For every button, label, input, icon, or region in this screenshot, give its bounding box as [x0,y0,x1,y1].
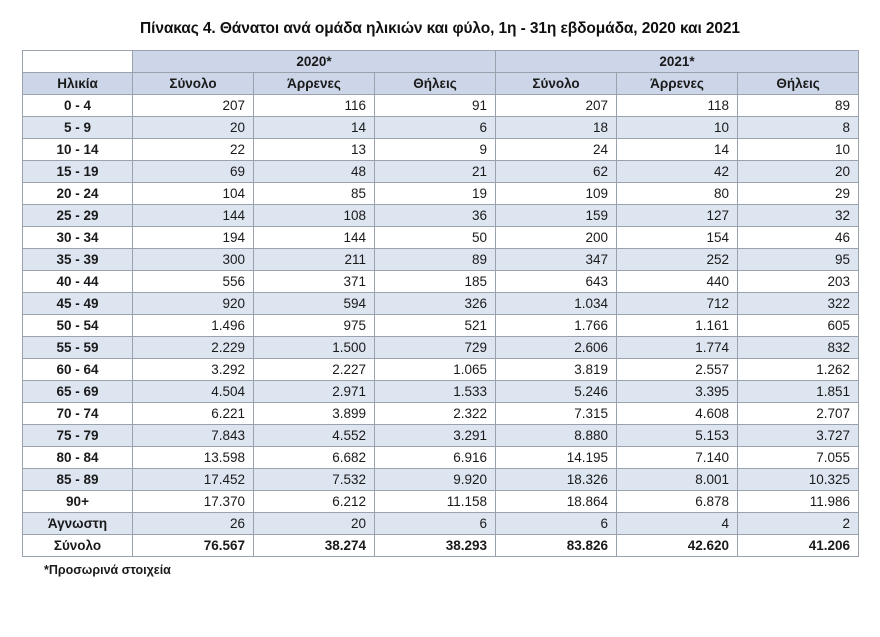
row-value: 6.212 [254,491,375,513]
footnote: *Προσωρινά στοιχεία [44,563,171,577]
row-value: 371 [254,271,375,293]
row-value: 17.452 [133,469,254,491]
row-value: 6.878 [617,491,738,513]
row-value: 1.065 [375,359,496,381]
table-row [23,183,859,205]
row-value: 6 [496,513,617,535]
row-value: 10 [738,139,859,161]
row-value: 42 [617,161,738,183]
row-value: 144 [133,205,254,227]
row-value: 2.606 [496,337,617,359]
row-value: 6.682 [254,447,375,469]
row-value: 4 [617,513,738,535]
row-value: 712 [617,293,738,315]
row-value: 3.727 [738,425,859,447]
row-value: 17.370 [133,491,254,513]
row-value: 10 [617,117,738,139]
row-value: 42.620 [617,535,738,557]
row-age-label: 55 - 59 [23,337,133,359]
row-value: 4.504 [133,381,254,403]
row-value: 24 [496,139,617,161]
table-row [23,535,859,557]
row-value: 18.864 [496,491,617,513]
row-value: 2.229 [133,337,254,359]
row-age-label: 80 - 84 [23,447,133,469]
row-value: 89 [375,249,496,271]
row-value: 322 [738,293,859,315]
row-value: 36 [375,205,496,227]
row-value: 194 [133,227,254,249]
row-value: 1.262 [738,359,859,381]
table-row [23,447,859,469]
row-value: 48 [254,161,375,183]
deaths-by-age-and-sex-table [22,50,859,557]
row-value: 69 [133,161,254,183]
table-title: Πίνακας 4. Θάνατοι ανά ομάδα ηλικιών και φύλο, 1η - 31η εβδομάδα, 2020 και 2021 [140,20,740,37]
row-value: 11.158 [375,491,496,513]
row-value: 32 [738,205,859,227]
row-age-label: Άγνωστη [23,513,133,535]
row-value: 3.292 [133,359,254,381]
table-row [23,513,859,535]
row-value: 116 [254,95,375,117]
row-value: 80 [617,183,738,205]
row-value: 5.153 [617,425,738,447]
row-age-label: 10 - 14 [23,139,133,161]
row-value: 127 [617,205,738,227]
row-value: 38.274 [254,535,375,557]
row-value: 2.707 [738,403,859,425]
row-value: 118 [617,95,738,117]
row-value: 14 [617,139,738,161]
row-value: 29 [738,183,859,205]
row-value: 18 [496,117,617,139]
table-head [23,51,859,95]
column-header-age: Ηλικία [23,73,133,95]
row-value: 2.322 [375,403,496,425]
row-value: 643 [496,271,617,293]
table-row [23,359,859,381]
row-value: 108 [254,205,375,227]
row-age-label: 90+ [23,491,133,513]
row-value: 347 [496,249,617,271]
row-age-label: 70 - 74 [23,403,133,425]
row-age-label: 40 - 44 [23,271,133,293]
row-age-label: 0 - 4 [23,95,133,117]
table-row [23,425,859,447]
group-header-2020: 2020* [133,51,496,73]
row-age-label: 5 - 9 [23,117,133,139]
row-value: 729 [375,337,496,359]
row-value: 7.055 [738,447,859,469]
row-value: 4.552 [254,425,375,447]
row-value: 594 [254,293,375,315]
column-header-2021-male: Άρρενες [617,73,738,95]
table-row [23,469,859,491]
table-row [23,249,859,271]
row-value: 1.034 [496,293,617,315]
row-value: 326 [375,293,496,315]
row-value: 920 [133,293,254,315]
row-value: 83.826 [496,535,617,557]
row-value: 1.500 [254,337,375,359]
row-value: 1.161 [617,315,738,337]
row-value: 6 [375,513,496,535]
row-value: 200 [496,227,617,249]
row-value: 1.766 [496,315,617,337]
table-row [23,161,859,183]
row-value: 13 [254,139,375,161]
row-value: 2.227 [254,359,375,381]
row-value: 1.496 [133,315,254,337]
table-row [23,271,859,293]
row-value: 38.293 [375,535,496,557]
table-row [23,227,859,249]
row-value: 5.246 [496,381,617,403]
row-value: 89 [738,95,859,117]
row-age-label: 60 - 64 [23,359,133,381]
group-header-row [23,51,859,73]
row-value: 13.598 [133,447,254,469]
row-value: 50 [375,227,496,249]
row-value: 1.851 [738,381,859,403]
row-value: 2.971 [254,381,375,403]
table-row [23,117,859,139]
row-value: 207 [133,95,254,117]
row-value: 22 [133,139,254,161]
table-row [23,337,859,359]
row-value: 300 [133,249,254,271]
row-value: 7.532 [254,469,375,491]
table-body [23,95,859,557]
row-value: 20 [254,513,375,535]
table-row [23,315,859,337]
column-header-2021-female: Θήλεις [738,73,859,95]
row-value: 8.001 [617,469,738,491]
row-value: 6.221 [133,403,254,425]
table-row [23,139,859,161]
row-age-label: 85 - 89 [23,469,133,491]
table-row [23,95,859,117]
row-value: 85 [254,183,375,205]
row-value: 3.395 [617,381,738,403]
column-header-2020-total: Σύνολο [133,73,254,95]
table-row [23,293,859,315]
row-value: 95 [738,249,859,271]
row-value: 975 [254,315,375,337]
row-age-label: 30 - 34 [23,227,133,249]
row-value: 20 [133,117,254,139]
row-value: 11.986 [738,491,859,513]
group-header-2021: 2021* [496,51,859,73]
row-age-label: 50 - 54 [23,315,133,337]
row-value: 62 [496,161,617,183]
row-value: 10.325 [738,469,859,491]
row-value: 3.291 [375,425,496,447]
row-value: 2 [738,513,859,535]
row-value: 159 [496,205,617,227]
row-value: 3.819 [496,359,617,381]
row-value: 26 [133,513,254,535]
row-value: 144 [254,227,375,249]
row-age-label: 20 - 24 [23,183,133,205]
row-value: 104 [133,183,254,205]
row-value: 3.899 [254,403,375,425]
table-row [23,205,859,227]
row-value: 521 [375,315,496,337]
table-row [23,403,859,425]
row-value: 9.920 [375,469,496,491]
row-value: 109 [496,183,617,205]
row-value: 6 [375,117,496,139]
row-value: 832 [738,337,859,359]
row-value: 1.533 [375,381,496,403]
row-value: 7.315 [496,403,617,425]
row-value: 2.557 [617,359,738,381]
row-value: 605 [738,315,859,337]
column-header-2020-male: Άρρενες [254,73,375,95]
row-value: 7.140 [617,447,738,469]
row-value: 203 [738,271,859,293]
row-value: 41.206 [738,535,859,557]
row-value: 8.880 [496,425,617,447]
row-value: 8 [738,117,859,139]
row-value: 9 [375,139,496,161]
row-value: 21 [375,161,496,183]
row-value: 1.774 [617,337,738,359]
group-header-blank [23,51,133,73]
row-value: 18.326 [496,469,617,491]
row-value: 76.567 [133,535,254,557]
column-header-2021-total: Σύνολο [496,73,617,95]
table-row [23,491,859,513]
row-value: 207 [496,95,617,117]
row-value: 46 [738,227,859,249]
row-value: 91 [375,95,496,117]
row-value: 4.608 [617,403,738,425]
row-value: 252 [617,249,738,271]
row-age-label: 45 - 49 [23,293,133,315]
row-value: 154 [617,227,738,249]
row-age-label: Σύνολο [23,535,133,557]
row-age-label: 15 - 19 [23,161,133,183]
row-value: 14 [254,117,375,139]
row-value: 185 [375,271,496,293]
row-value: 19 [375,183,496,205]
row-value: 556 [133,271,254,293]
row-value: 14.195 [496,447,617,469]
row-value: 6.916 [375,447,496,469]
table-row [23,381,859,403]
row-age-label: 25 - 29 [23,205,133,227]
row-value: 20 [738,161,859,183]
row-value: 211 [254,249,375,271]
row-age-label: 65 - 69 [23,381,133,403]
column-header-row [23,73,859,95]
row-value: 440 [617,271,738,293]
column-header-2020-female: Θήλεις [375,73,496,95]
row-age-label: 75 - 79 [23,425,133,447]
row-value: 7.843 [133,425,254,447]
row-age-label: 35 - 39 [23,249,133,271]
